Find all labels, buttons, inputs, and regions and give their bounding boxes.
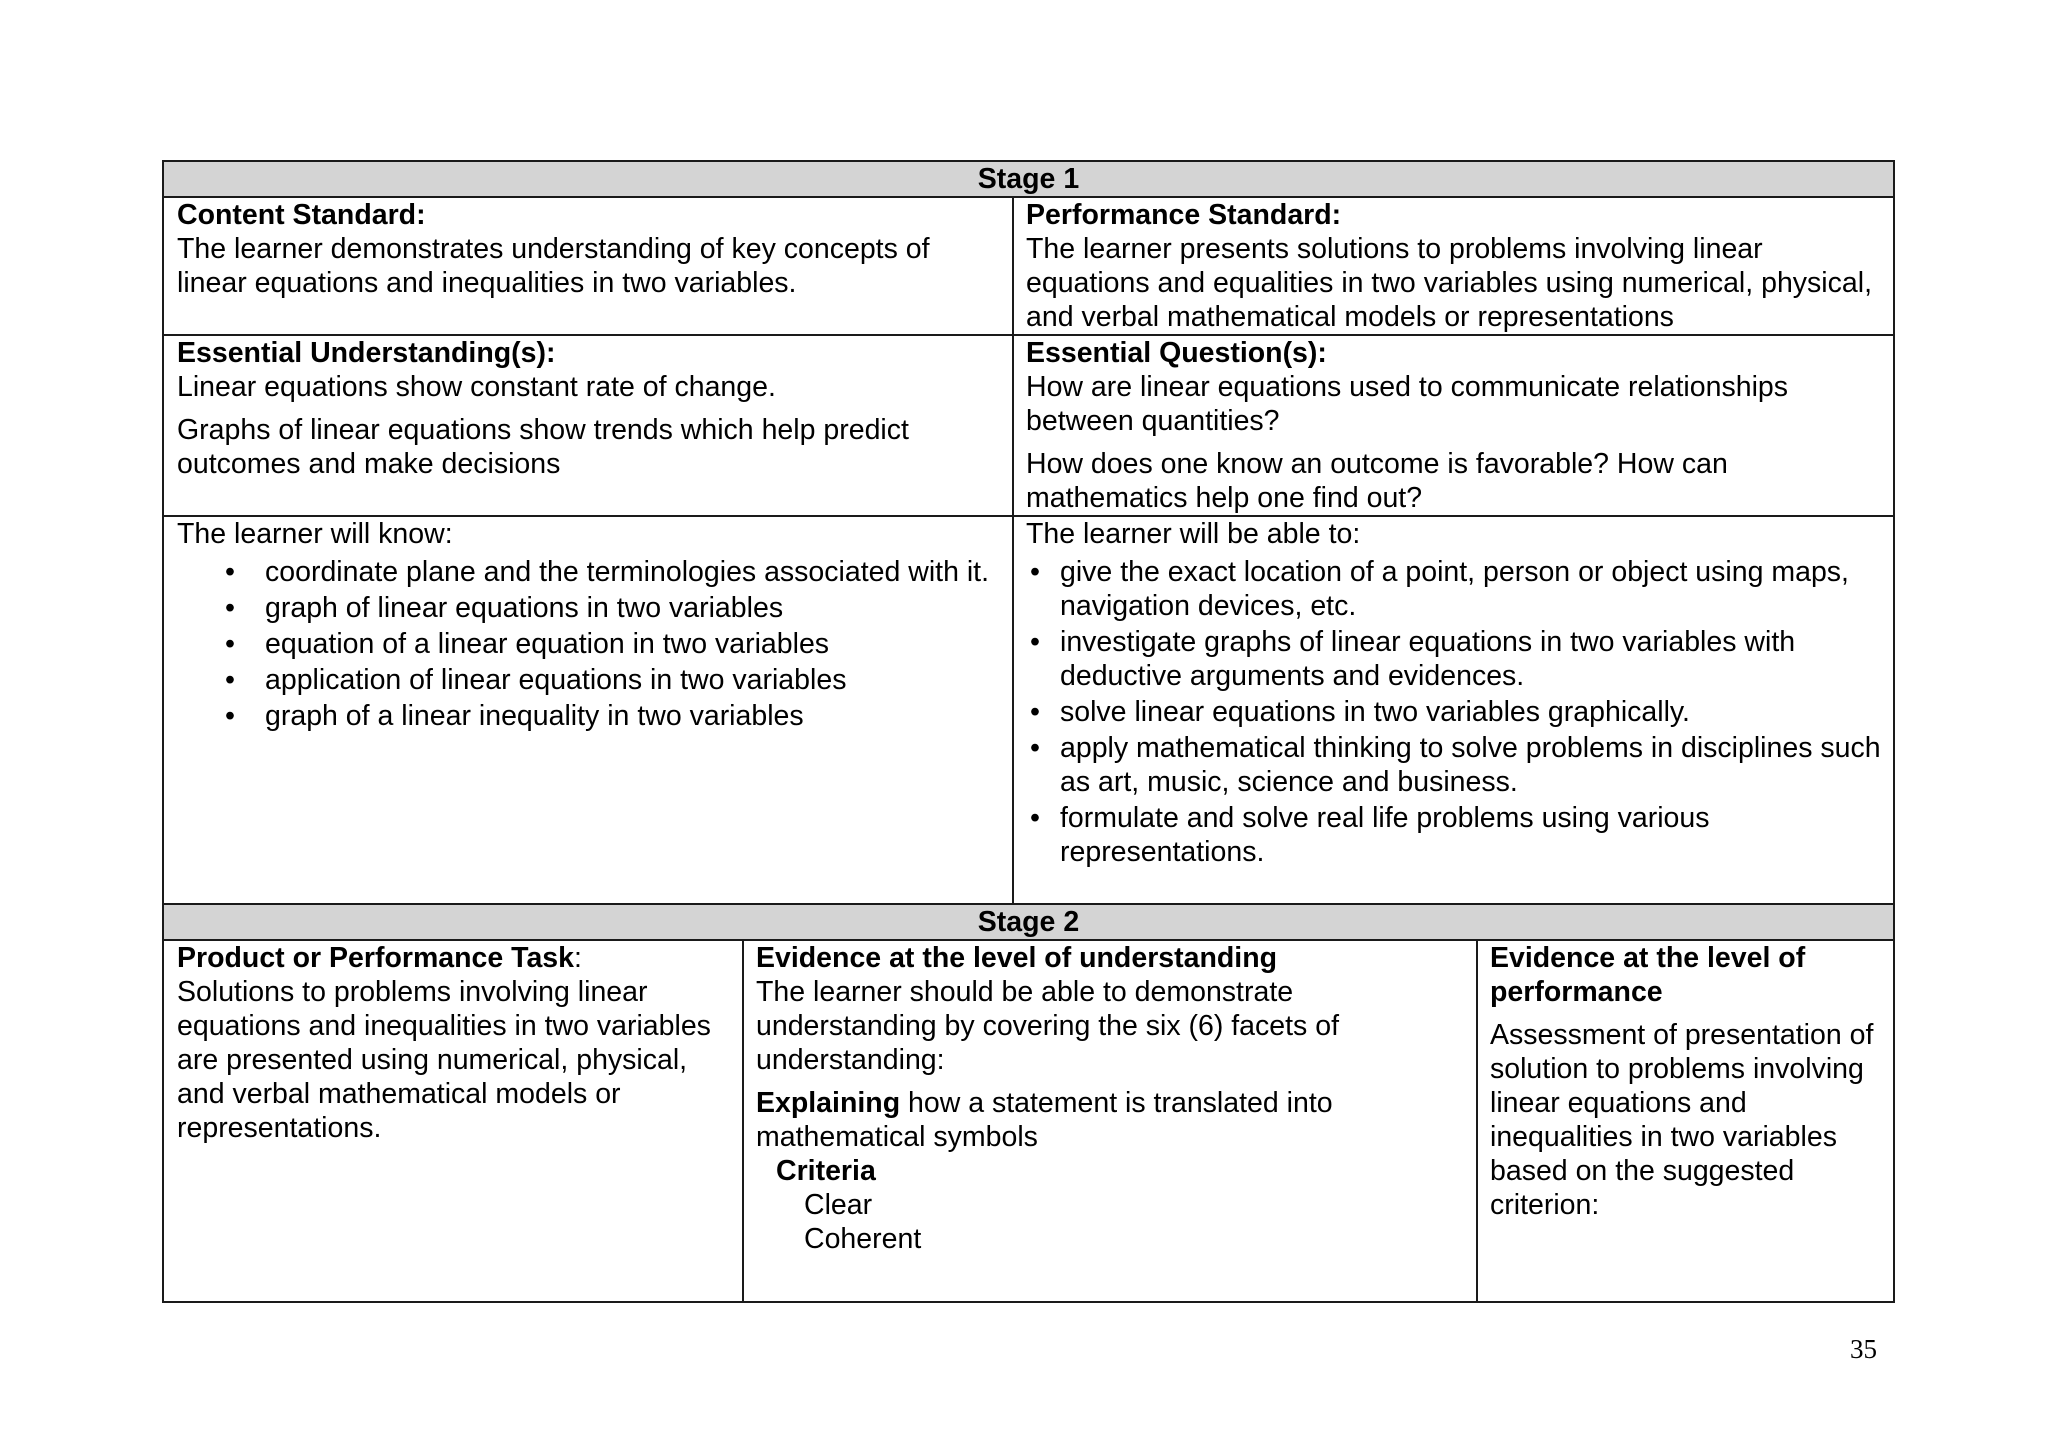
able-to-item: • apply mathematical thinking to solve problems in disciplines such as art, music, science and business. xyxy=(1060,731,1881,799)
able-to-item: • investigate graphs of linear equations in two variables with deductive arguments and evidences. xyxy=(1060,625,1881,693)
will-know-cell xyxy=(164,517,1012,903)
stage-2-header: Stage 2 xyxy=(164,905,1893,941)
will-know-list xyxy=(177,555,1000,733)
essential-question-heading: Essential Question(s): xyxy=(1026,337,1327,369)
able-to-item: • formulate and solve real life problems using various representations. xyxy=(1060,801,1881,869)
product-task-colon: : xyxy=(574,942,582,974)
stage-2-row xyxy=(164,941,1893,1301)
evidence-understanding-heading: Evidence at the level of understanding xyxy=(756,942,1278,974)
will-know-item: • coordinate plane and the terminologies associated with it. xyxy=(265,555,1000,589)
will-know-item: • equation of a linear equation in two variables xyxy=(265,627,1000,661)
explaining-text: how a statement is translated into mathematical symbols xyxy=(756,1087,1333,1153)
evidence-performance-cell xyxy=(1476,941,1893,1301)
product-task-cell xyxy=(164,941,742,1301)
essential-understanding-cell xyxy=(164,336,1012,515)
content-standard-text: The learner demonstrates understanding of key concepts of linear equations and inequalities in two variables. xyxy=(177,233,930,299)
essential-question-p2: How does one know an outcome is favorable? How can mathematics help one find out? xyxy=(1026,448,1728,514)
criteria-item: Clear xyxy=(804,1189,873,1221)
able-to-item: • give the exact location of a point, person or object using maps, navigation devices, etc. xyxy=(1060,555,1881,623)
curriculum-table xyxy=(162,160,1895,1303)
criteria-item: Coherent xyxy=(804,1223,922,1255)
criteria-heading: Criteria xyxy=(776,1155,876,1187)
able-to-list xyxy=(1026,555,1881,869)
essential-question-p1: How are linear equations used to communicate relationships between quantities? xyxy=(1026,371,1788,437)
performance-standard-heading: Performance Standard: xyxy=(1026,199,1342,231)
page-number: 35 xyxy=(1850,1334,1877,1364)
will-know-intro: The learner will know: xyxy=(177,518,453,550)
performance-standard-text: The learner presents solutions to problems involving linear equations and equalities in two variables using numerical, physical, and verbal mathematical models or representations xyxy=(1026,233,1872,333)
knowledge-skills-row xyxy=(164,517,1893,905)
able-to-intro: The learner will be able to: xyxy=(1026,518,1361,550)
will-know-item: • graph of linear equations in two variables xyxy=(265,591,1000,625)
product-task-heading: Product or Performance Task xyxy=(177,942,575,974)
evidence-performance-text: Assessment of presentation of solution to problems involving linear equations and inequalities in two variables based on the suggested criterion: xyxy=(1490,1019,1874,1221)
evidence-performance-heading: Evidence at the level of performance xyxy=(1490,942,1806,1008)
evidence-understanding-cell xyxy=(742,941,1476,1301)
essential-understanding-p1: Linear equations show constant rate of change. xyxy=(177,371,776,403)
evidence-understanding-text: The learner should be able to demonstrate understanding by covering the six (6) facets of understanding: xyxy=(756,976,1339,1076)
essential-understanding-p2: Graphs of linear equations show trends which help predict outcomes and make decisions xyxy=(177,414,909,480)
performance-standard-cell xyxy=(1012,198,1893,334)
able-to-item: • solve linear equations in two variables graphically. xyxy=(1060,695,1881,729)
understanding-row xyxy=(164,336,1893,517)
standards-row xyxy=(164,198,1893,336)
product-task-text: Solutions to problems involving linear equations and inequalities in two variables are presented using numerical, physical, and verbal mathematical models or representations. xyxy=(177,976,711,1144)
stage-1-header: Stage 1 xyxy=(164,162,1893,198)
content-standard-heading: Content Standard: xyxy=(177,199,426,231)
essential-understanding-heading: Essential Understanding(s): xyxy=(177,337,556,369)
able-to-cell xyxy=(1012,517,1893,903)
will-know-item: • graph of a linear inequality in two variables xyxy=(265,699,1000,733)
explaining-label: Explaining xyxy=(756,1087,901,1119)
will-know-item: • application of linear equations in two variables xyxy=(265,663,1000,697)
essential-question-cell xyxy=(1012,336,1893,515)
content-standard-cell xyxy=(164,198,1012,334)
